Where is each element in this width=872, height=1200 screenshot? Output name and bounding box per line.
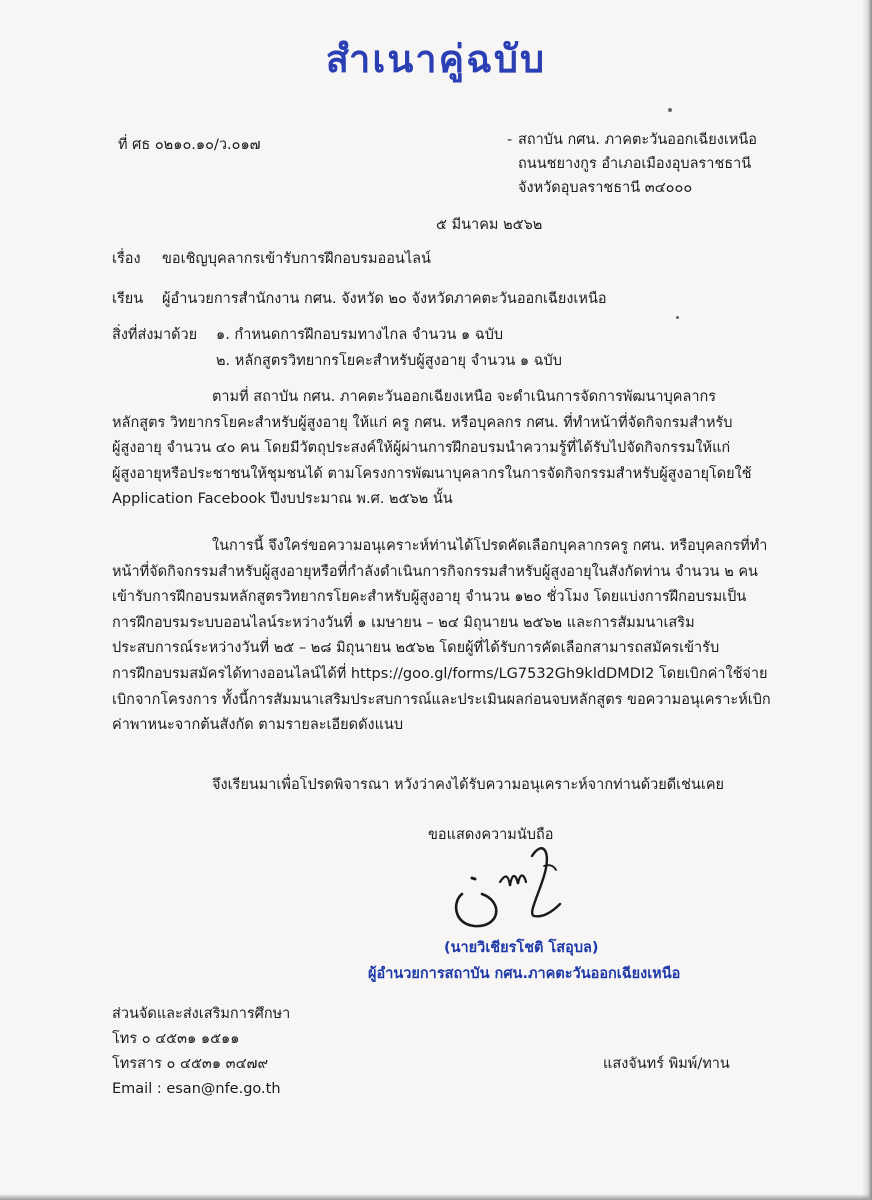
paragraph-line: ค่าพาหนะจากต้นสังกัด ตามรายละเอียดดังแนบ [112, 717, 404, 734]
paragraph-line: หน้าที่จัดกิจกรรมสำหรับผู้สูงอายุหรือที่กำลังดำเนินการกิจกรรมสำหรับผู้สูงอายุในสังกัดท่าน จำนวน ๒ คน [112, 563, 758, 580]
contact-phone: โทร ๐ ๔๕๓๑ ๑๕๑๑ [112, 1031, 240, 1047]
paragraph-line: ตามที่ สถาบัน กศน. ภาคตะวันออกเฉียงเหนือ จะดำเนินการจัดการพัฒนาบุคลากร [212, 389, 717, 405]
signer-name: (นายวิเชียรโชติ โสอุบล) [444, 940, 599, 956]
paragraph-line: ผู้สูงอายุ จำนวน ๔๐ คน โดยมีวัตถุประสงค์ให้ผู้ผ่านการฝึกอบรมนำความรู้ที่ได้รับไปจัดกิจกรรมให้แก่ [112, 440, 731, 457]
contact-department: ส่วนจัดและส่งเสริมการศึกษา [112, 1006, 291, 1022]
signature-image [448, 836, 578, 932]
paragraph-line: เบิกจากโครงการ ทั้งนี้การสัมมนาเสริมประสบการณ์และประเมินผลก่อนจบหลักสูตร ขอความอนุเคราะห์เบิก [112, 691, 771, 708]
recipient-text: ผู้อำนวยการสำนักงาน กศน. จังหวัด ๒๐ จังหวัดภาคตะวันออกเฉียงเหนือ [162, 291, 607, 307]
paragraph-line: หลักสูตร วิทยากรโยคะสำหรับผู้สูงอายุ ให้แก่ ครู กศน. หรือบุคลกร กศน. ที่ทำหน้าที่จัดกิจกรมสำหรับ [112, 414, 733, 431]
paragraph-line: ประสบการณ์ระหว่างวันที่ ๒๕ – ๒๘ มิถุนายน ๒๕๖๒ โดยผู้ที่ได้รับการคัดเลือกสามารถสมัครเข้ารับ [112, 640, 720, 657]
closing-request: จึงเรียนมาเพื่อโปรดพิจารณา หวังว่าคงได้รับความอนุเคราะห์จากท่านด้วยดีเช่นเคย [212, 777, 725, 793]
body-paragraph-2 [112, 534, 771, 739]
paragraph-line: Application Facebook ปีงบประมาณ พ.ศ. ๒๕๖๒ นั้น [112, 491, 453, 508]
scan-edge-shadow [862, 0, 872, 1200]
paragraph-line: การฝึกอบรมสมัครได้ทางออนไลน์ได้ที่ https://goo.gl/forms/LG7532Gh9kldDMDI2 โดยเบิกค่าใช้จ่าย [112, 665, 768, 682]
subject-label: เรื่อง [112, 251, 141, 267]
body-paragraph-1 [112, 385, 752, 513]
sender-address-line-2: ถนนชยางกูร อำเภอเมืองอุบลราชธานี [518, 156, 752, 172]
copy-stamp: สำเนาคู่ฉบับ [325, 36, 547, 81]
enclosure-label: สิ่งที่ส่งมาด้วย [112, 327, 198, 343]
sender-dash: - [507, 132, 513, 148]
closing-salutation: ขอแสดงความนับถือ [428, 827, 554, 843]
enclosure-item: ๒. หลักสูตรวิทยากรโยคะสำหรับผู้สูงอายุ จำนวน ๑ ฉบับ [216, 353, 562, 369]
typist-note: แสงจันทร์ พิมพ์/ทาน [603, 1056, 730, 1072]
contact-email: Email : esan@nfe.go.th [112, 1081, 281, 1097]
paragraph-line: การฝึกอบรมระบบออนไลน์ระหว่างวันที่ ๑ เมษายน – ๒๔ มิถุนายน ๒๕๖๒ และการสัมมนาเสริม [112, 614, 695, 631]
paragraph-line: ในการนี้ จึงใคร่ขอความอนุเคราะห์ท่านได้โปรดคัดเลือกบุคลากรครู กศน. หรือบุคลกรที่ทำ [212, 538, 768, 554]
scan-bottom-shadow [0, 1194, 872, 1200]
sender-address-line-3: จังหวัดอุบลราชธานี ๓๔๐๐๐ [518, 180, 693, 196]
signer-title: ผู้อำนวยการสถาบัน กศน.ภาคตะวันออกเฉียงเหนือ [368, 966, 681, 982]
scan-speck [676, 316, 679, 319]
sender-address-line-1: สถาบัน กศน. ภาคตะวันออกเฉียงเหนือ [518, 132, 758, 148]
reference-number: ที่ ศธ ๐๒๑๐.๑๐/ว.๐๑๗ [118, 137, 261, 153]
paragraph-line: ผู้สูงอายุหรือประชาชนให้ชุมชนได้ ตามโครงการพัฒนาบุคลากรในการจัดกิจกรรมสำหรับผู้สูงอายุโดยใช้ [112, 465, 752, 482]
recipient-label: เรียน [112, 291, 144, 307]
scan-speck [668, 108, 672, 112]
contact-fax: โทรสาร ๐ ๔๕๓๑ ๓๔๗๙ [112, 1056, 269, 1072]
paragraph-line: เข้ารับการฝึกอบรมหลักสูตรวิทยากรโยคะสำหรับผู้สูงอายุ จำนวน ๑๒๐ ชั่วโมง โดยแบ่งการฝึกอบรมเป็น [112, 589, 747, 606]
subject-text: ขอเชิญบุคลากรเข้ารับการฝึกอบรมออนไลน์ [162, 251, 431, 267]
letter-date: ๕ มีนาคม ๒๕๖๒ [436, 217, 543, 233]
enclosure-item: ๑. กำหนดการฝึกอบรมทางไกล จำนวน ๑ ฉบับ [216, 327, 504, 343]
